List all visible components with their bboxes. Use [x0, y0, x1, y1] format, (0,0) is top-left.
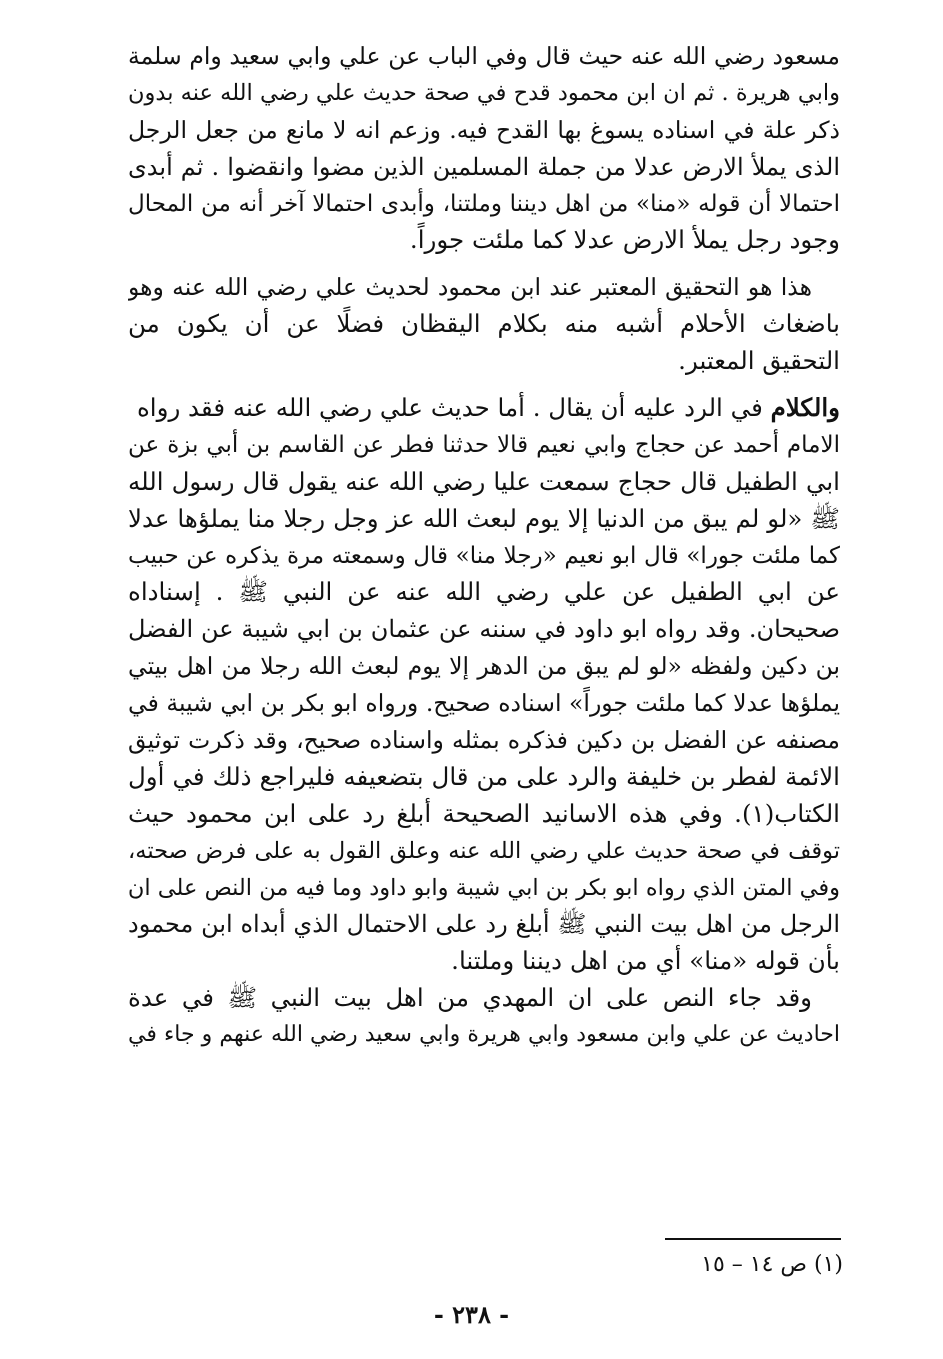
text-line: الكتاب(١). وفي هذه الاسانيد الصحيحة أبلغ رد على ابن محمود حيث — [128, 798, 840, 828]
lead-word: والكلام — [770, 393, 840, 423]
text-segment: في الرد عليه أن يقال . أما حديث علي رضي الله عنه فقد رواه — [136, 393, 771, 423]
text-line: ابي الطفيل قال حجاج سمعت عليا رضي الله عنه يقول قال رسول الله — [128, 466, 840, 496]
text-line: الامام أحمد عن حجاج وابي نعيم قالا حدثنا فطر عن القاسم بن أبي بزة عن — [128, 431, 840, 458]
text-line: عن ابي الطفيل عن علي رضي الله عنه عن النبي ﷺ . إسناداه — [128, 577, 840, 607]
text-line: احتمالا أن قوله «منا» من اهل ديننا وملتنا، وأبدى احتمالا آخر أنه من المحال — [128, 190, 840, 217]
text-line: ذكر علة في اسناده يسوغ بها القدح فيه. وزعم انه لا مانع من جعل الرجل — [128, 115, 840, 144]
text-line: الرجل من اهل بيت النبي ﷺ أبلغ رد على الاحتمال الذي أبداه ابن محمود — [128, 910, 840, 939]
text-line: باضغاث الأحلام أشبه منه بكلام اليقظان فضلًا عن أن يكون من — [128, 309, 840, 339]
text-line: هذا هو التحقيق المعتبر عند ابن محمود لحديث علي رضي الله عنه وهو — [128, 273, 812, 302]
text-line: التحقيق المعتبر. — [678, 346, 840, 376]
text-line: كما ملئت جورا» قال ابو نعيم «رجلا منا» قال وسمعته مرة يذكره عن حبيب — [128, 542, 840, 569]
text-line: احاديث عن علي وابن مسعود وابي هريرة وابي سعيد رضي الله عنهم و جاء في — [128, 1022, 840, 1048]
text-line: مصنفه عن الفضل بن دكين فذكره بمثله واسناده صحيح، وقد ذكرت توثيق — [128, 726, 840, 755]
page-body — [128, 38, 840, 1054]
text-line: يملؤها عدلا كما ملئت جوراً» اسناده صحيح. ورواه ابو بكر بن ابي شيبة في — [128, 689, 840, 718]
text-line: ﷺ «لو لم يبق من الدنيا إلا يوم لبعث الله عز وجل رجلا منا يملؤها عدلا — [128, 503, 840, 533]
text-line: وجود رجل يملأ الارض عدلا كما ملئت جوراً. — [409, 225, 840, 255]
text-line: بن دكين ولفظه «لو لم يبق من الدهر إلا يوم لبعث الله رجلا من اهل بيتي — [128, 652, 840, 681]
text-line: توقف في صحة حديث علي رضي الله عنه وعلق القول به على فرض صحته، — [128, 837, 840, 864]
text-line: صحيحان. وقد رواه ابو داود في سننه عن عثمان بن ابي شيبة عن الفضل — [128, 615, 840, 644]
text-line: الذى يملأ الارض عدلا من جملة المسلمين الذين مضوا وانقضوا . ثم أبدى — [128, 152, 840, 181]
text-line: وقد جاء النص على ان المهدي من اهل بيت النبي ﷺ في عدة — [128, 983, 812, 1013]
footnote: (١) ص ١٤ – ١٥ — [701, 1252, 843, 1277]
text-line — [128, 390, 840, 427]
text-line: بأن قوله «منا» أي من اهل ديننا وملتنا. — [451, 946, 840, 976]
text-line: مسعود رضي الله عنه حيث قال وفي الباب عن علي وابي سعيد وام سلمة — [128, 42, 840, 70]
text-line: وفي المتن الذي رواه ابو بكر بن ابي شيبة وابو داود وما فيه من النص على ان — [128, 874, 840, 901]
text-line: وابي هريرة . ثم ان ابن محمود قدح في صحة حديث علي رضي الله عنه بدون — [128, 79, 840, 106]
text-line: الائمة لفطر بن خليفة والرد على من قال بتضعيفه فليراجع ذلك في أول — [128, 761, 840, 791]
footnote-separator — [665, 1238, 841, 1240]
page-number: - ٢٣٨ - — [433, 1300, 510, 1329]
